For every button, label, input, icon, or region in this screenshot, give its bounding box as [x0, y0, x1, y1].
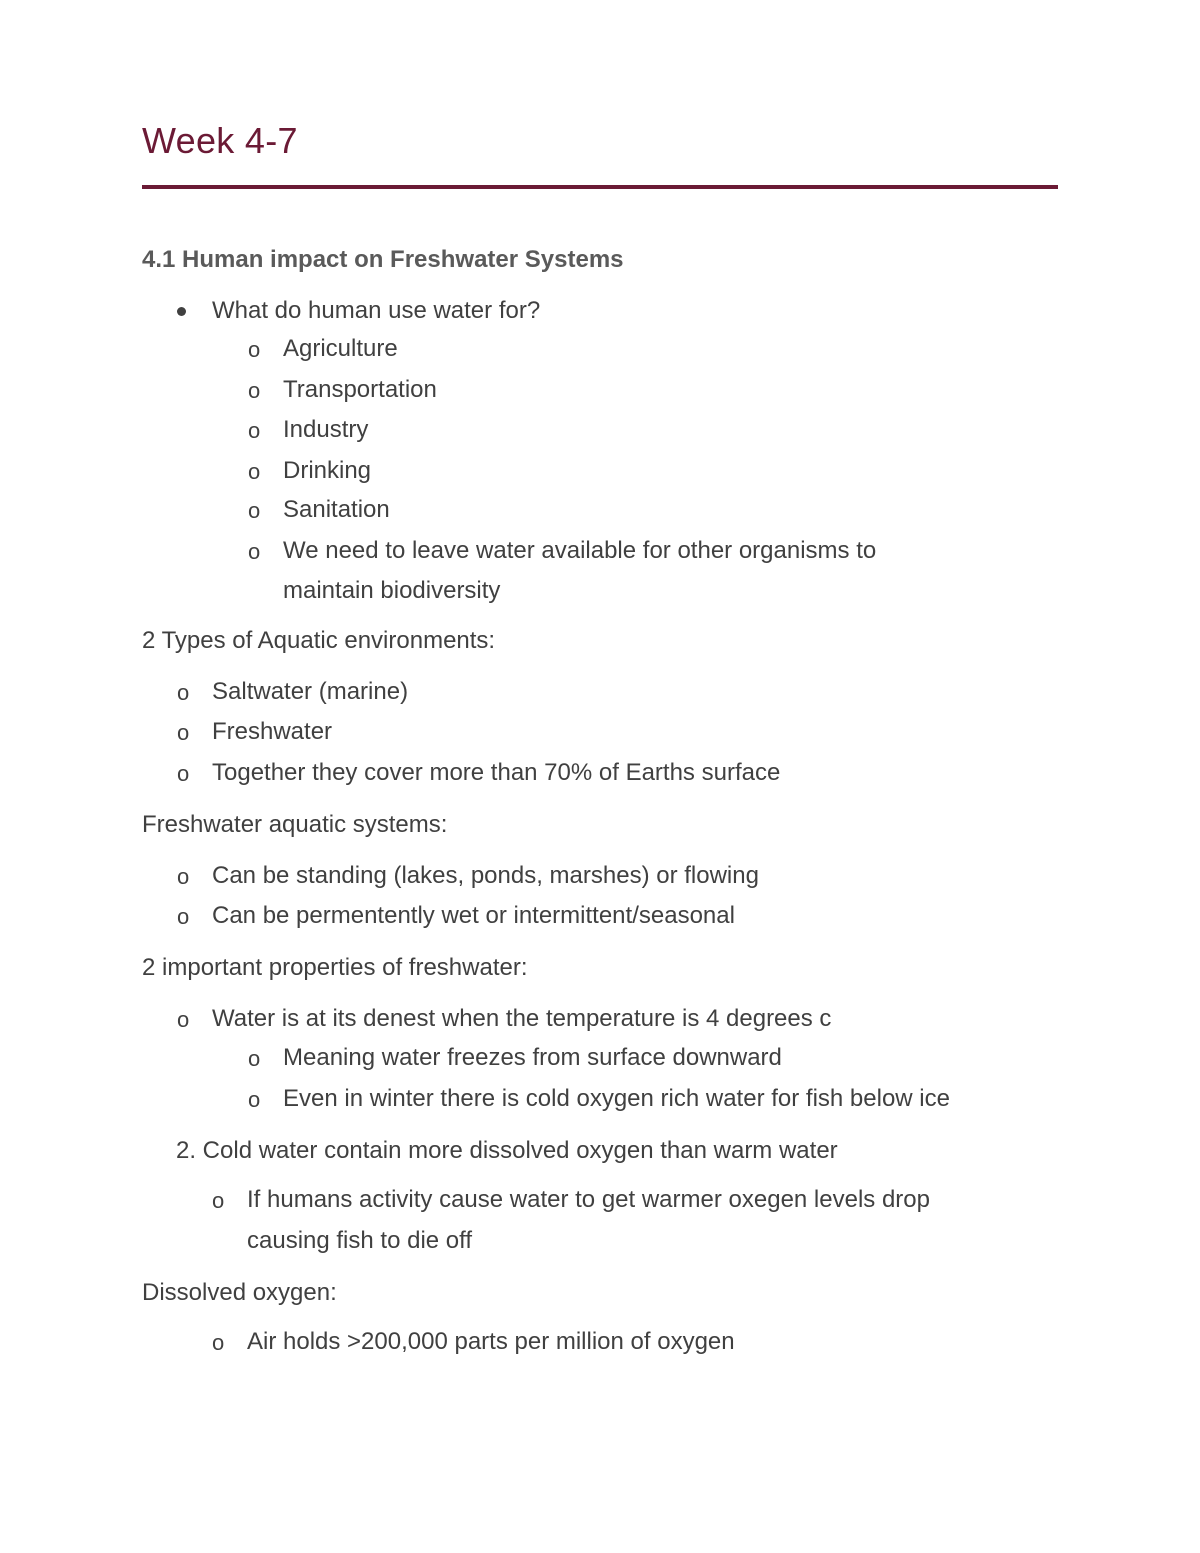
list-item: Air holds >200,000 parts per million of oxygen	[247, 1328, 735, 1355]
list-item: Meaning water freezes from surface downward	[283, 1044, 782, 1071]
circle-bullet-icon: o	[248, 1046, 261, 1071]
list-item: Can be standing (lakes, ponds, marshes) or flowing	[212, 862, 759, 889]
circle-bullet-icon: o	[248, 539, 261, 564]
list-item: We need to leave water available for other organisms to	[283, 537, 877, 564]
dissolved-heading: Dissolved oxygen:	[142, 1279, 337, 1306]
circle-bullet-icon: o	[177, 1007, 190, 1032]
list-item: Drinking	[283, 457, 372, 484]
circle-bullet-icon: o	[212, 1188, 225, 1213]
circle-bullet-icon: o	[248, 378, 261, 403]
circle-bullet-icon: o	[248, 418, 261, 443]
uses-question: What do human use water for?	[212, 297, 541, 324]
circle-bullet-icon: o	[248, 1087, 261, 1112]
list-item: Saltwater (marine)	[212, 678, 409, 705]
list-item: Sanitation	[283, 496, 390, 523]
list-item: Freshwater	[212, 718, 333, 745]
circle-bullet-icon: o	[248, 337, 261, 362]
circle-bullet-icon: o	[177, 904, 190, 929]
circle-bullet-icon: o	[212, 1330, 225, 1355]
section-heading: 4.1 Human impact on Freshwater Systems	[142, 246, 624, 273]
freshwater-heading: Freshwater aquatic systems:	[142, 811, 448, 838]
circle-bullet-icon: o	[248, 498, 261, 523]
list-item: Transportation	[283, 376, 437, 403]
property-2: 2. Cold water contain more dissolved oxygen than warm water	[176, 1137, 838, 1164]
list-item: Together they cover more than 70% of Earths surface	[212, 759, 781, 786]
document-title: Week 4-7	[142, 120, 298, 161]
circle-bullet-icon: o	[248, 459, 261, 484]
list-item-continuation: maintain biodiversity	[283, 577, 501, 604]
list-item-continuation: causing fish to die off	[247, 1227, 473, 1254]
list-item: If humans activity cause water to get warmer oxegen levels drop	[247, 1186, 930, 1213]
list-item: Water is at its denest when the temperature is 4 degrees c	[212, 1005, 832, 1032]
circle-bullet-icon: o	[177, 761, 190, 786]
circle-bullet-icon: o	[177, 864, 190, 889]
list-item: Even in winter there is cold oxygen rich water for fish below ice	[283, 1085, 950, 1112]
list-item: Industry	[283, 416, 369, 443]
circle-bullet-icon: o	[177, 680, 190, 705]
bullet-dot-icon	[177, 307, 186, 316]
types-heading: 2 Types of Aquatic environments:	[142, 627, 496, 654]
list-item: Agriculture	[283, 335, 398, 362]
title-underline	[142, 185, 1058, 189]
circle-bullet-icon: o	[177, 720, 190, 745]
properties-heading: 2 important properties of freshwater:	[142, 954, 528, 981]
list-item: Can be permentently wet or intermittent/seasonal	[212, 902, 735, 929]
